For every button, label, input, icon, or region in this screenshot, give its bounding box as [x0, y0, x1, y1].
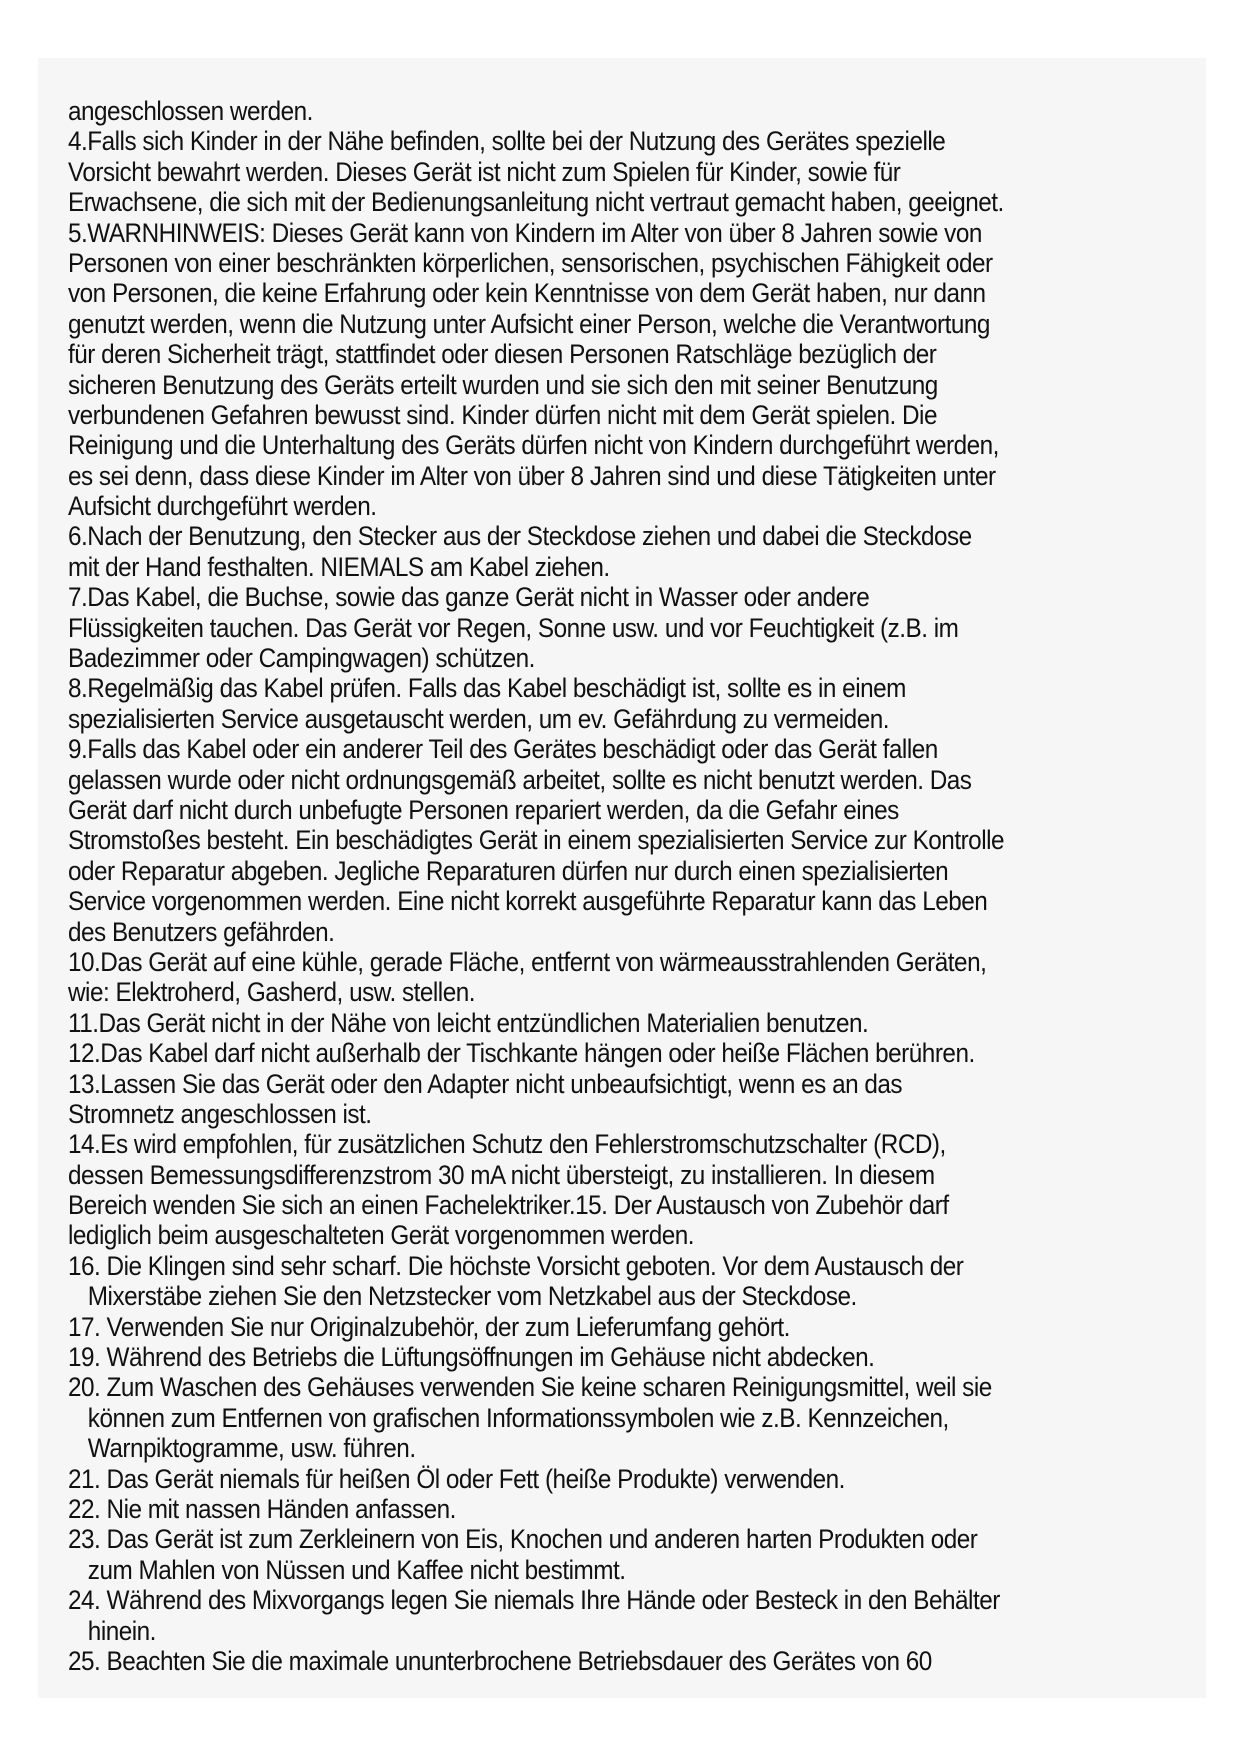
text-line: 8.Regelmäßig das Kabel prüfen. Falls das Kabel beschädigt ist, sollte es in einem	[68, 673, 906, 704]
text-line: dessen Bemessungsdifferenzstrom 30 mA nicht übersteigt, zu installieren. In diesem	[68, 1159, 935, 1190]
text-line: 19. Während des Betriebs die Lüftungsöffnungen im Gehäuse nicht abdecken.	[68, 1342, 875, 1373]
text-line: 23. Das Gerät ist zum Zerkleinern von Eis, Knochen und anderen harten Produkten oder	[68, 1524, 978, 1555]
text-line: von Personen, die keine Erfahrung oder kein Kenntnisse von dem Gerät haben, nur dann	[68, 278, 986, 309]
text-line: es sei denn, dass diese Kinder im Alter von über 8 Jahren sind und diese Tätigkeiten unter	[68, 460, 996, 491]
text-line: 24. Während des Mixvorgangs legen Sie niemals Ihre Hände oder Besteck in den Behälter	[68, 1585, 1000, 1616]
text-line: Vorsicht bewahrt werden. Dieses Gerät ist nicht zum Spielen für Kinder, sowie für	[68, 156, 901, 187]
text-line: 22. Nie mit nassen Händen anfassen.	[68, 1493, 456, 1524]
text-line: 11.Das Gerät nicht in der Nähe von leicht entzündlichen Materialien benutzen.	[68, 1007, 869, 1038]
text-line: Erwachsene, die sich mit der Bedienungsanleitung nicht vertraut gemacht haben, geeignet.	[68, 187, 1004, 218]
text-line: spezialisierten Service ausgetauscht werden, um ev. Gefährdung zu vermeiden.	[68, 703, 889, 734]
text-line: Personen von einer beschränkten körperlichen, sensorischen, psychischen Fähigkeit oder	[68, 247, 993, 278]
text-line: 4.Falls sich Kinder in der Nähe befinden, sollte bei der Nutzung des Gerätes spezielle	[68, 126, 946, 157]
text-line: hinein.	[87, 1615, 156, 1646]
document-body	[68, 96, 1067, 1676]
text-line: Badezimmer oder Campingwagen) schützen.	[68, 643, 535, 674]
text-line: 14.Es wird empfohlen, für zusätzlichen Schutz den Fehlerstromschutzschalter (RCD),	[68, 1129, 946, 1160]
text-line: Gerät darf nicht durch unbefugte Personen repariert werden, da die Gefahr eines	[68, 794, 899, 825]
text-line: mit der Hand festhalten. NIEMALS am Kabel ziehen.	[68, 551, 610, 582]
text-line: Stromstoßes besteht. Ein beschädigtes Gerät in einem spezialisierten Service zur Kontrolle	[68, 825, 1005, 856]
text-line: 13.Lassen Sie das Gerät oder den Adapter nicht unbeaufsichtigt, wenn es an das	[68, 1068, 903, 1099]
text-line: 17. Verwenden Sie nur Originalzubehör, der zum Lieferumfang gehört.	[68, 1311, 790, 1342]
text-line: des Benutzers gefährden.	[68, 916, 335, 947]
text-line: zum Mahlen von Nüssen und Kaffee nicht bestimmt.	[87, 1554, 626, 1585]
text-line: können zum Entfernen von grafischen Informationssymbolen wie z.B. Kennzeichen,	[87, 1402, 949, 1433]
text-line: Flüssigkeiten tauchen. Das Gerät vor Regen, Sonne usw. und vor Feuchtigkeit (z.B. im	[68, 612, 959, 643]
text-line: oder Reparatur abgeben. Jegliche Reparaturen dürfen nur durch einen spezialisierten	[68, 855, 949, 886]
text-line: 9.Falls das Kabel oder ein anderer Teil des Gerätes beschädigt oder das Gerät fallen	[68, 734, 938, 765]
text-line: Reinigung und die Unterhaltung des Geräts dürfen nicht von Kindern durchgeführt werden,	[68, 430, 999, 461]
text-line: Mixerstäbe ziehen Sie den Netzstecker vom Netzkabel aus der Steckdose.	[87, 1281, 857, 1312]
text-line: wie: Elektroherd, Gasherd, usw. stellen.	[68, 977, 476, 1008]
text-line: für deren Sicherheit trägt, stattfindet oder diesen Personen Ratschläge bezüglich der	[68, 339, 937, 370]
text-line: lediglich beim ausgeschalteten Gerät vorgenommen werden.	[68, 1220, 695, 1251]
text-line: 25. Beachten Sie die maximale ununterbrochene Betriebsdauer des Gerätes von 60	[68, 1645, 932, 1676]
text-line: 20. Zum Waschen des Gehäuses verwenden Sie keine scharen Reinigungsmittel, weil sie	[68, 1372, 992, 1403]
text-line: verbundenen Gefahren bewusst sind. Kinder dürfen nicht mit dem Gerät spielen. Die	[68, 399, 937, 430]
text-line: 10.Das Gerät auf eine kühle, gerade Fläche, entfernt von wärmeausstrahlenden Geräten,	[68, 946, 987, 977]
text-line: angeschlossen werden.	[68, 96, 313, 126]
text-line: Warnpiktogramme, usw. führen.	[87, 1433, 416, 1464]
text-line: 6.Nach der Benutzung, den Stecker aus der Steckdose ziehen und dabei die Steckdose	[68, 521, 972, 552]
text-line: sicheren Benutzung des Geräts erteilt wurden und sie sich den mit seiner Benutzung	[68, 369, 938, 400]
text-line: Stromnetz angeschlossen ist.	[68, 1098, 372, 1129]
text-line: 16. Die Klingen sind sehr scharf. Die höchste Vorsicht geboten. Vor dem Austausch der	[68, 1250, 964, 1281]
text-line: genutzt werden, wenn die Nutzung unter Aufsicht einer Person, welche die Verantwortung	[68, 308, 990, 339]
text-line: Aufsicht durchgeführt werden.	[68, 491, 377, 522]
text-line: 21. Das Gerät niemals für heißen Öl oder Fett (heiße Produkte) verwenden.	[68, 1463, 845, 1494]
text-line: Service vorgenommen werden. Eine nicht korrekt ausgeführte Reparatur kann das Leben	[68, 886, 988, 917]
text-line: gelassen wurde oder nicht ordnungsgemäß arbeitet, sollte es nicht benutzt werden. Das	[68, 764, 972, 795]
text-line: 12.Das Kabel darf nicht außerhalb der Tischkante hängen oder heiße Flächen berühren.	[68, 1038, 975, 1069]
text-line: Bereich wenden Sie sich an einen Fachelektriker.15. Der Austausch von Zubehör darf	[68, 1190, 949, 1221]
text-line: 7.Das Kabel, die Buchse, sowie das ganze Gerät nicht in Wasser oder andere	[68, 582, 870, 613]
text-line: 5.WARNHINWEIS: Dieses Gerät kann von Kindern im Alter von über 8 Jahren sowie von	[68, 217, 982, 248]
